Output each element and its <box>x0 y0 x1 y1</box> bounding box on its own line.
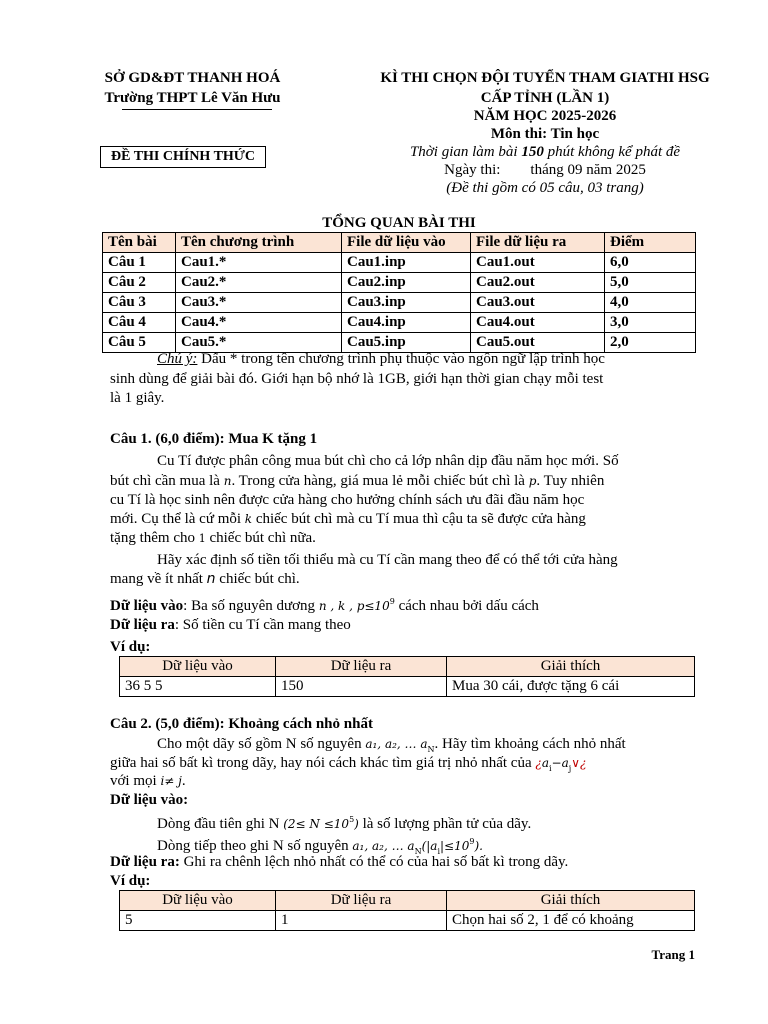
table-cell: Cau5.* <box>176 333 342 353</box>
table-cell: 5,0 <box>605 273 696 293</box>
table-header: Dữ liệu vào <box>120 657 276 677</box>
table-header: Dữ liệu ra <box>276 657 447 677</box>
q1-para1-line4: mới. Cụ thể là cứ mỗi k chiếc bút chì mà cu Tí mua thì cậu ta sẽ được cửa hàng <box>110 511 586 527</box>
table-header: Điểm <box>605 233 696 253</box>
exam-date: Ngày thi: tháng 09 năm 2025 <box>444 162 646 178</box>
table-cell: Cau1.out <box>471 253 605 273</box>
table-header-row <box>120 657 695 677</box>
q1-example-label: Ví dụ: <box>110 639 151 655</box>
table-cell: Cau2.* <box>176 273 342 293</box>
page-number: Trang 1 <box>651 947 695 962</box>
page-count: (Đề thi gồm có 05 câu, 03 trang) <box>446 180 644 196</box>
table-cell: Chọn hai số 2, 1 để có khoảng <box>447 911 695 931</box>
table-header: Giải thích <box>447 891 695 911</box>
table-cell: 36 5 5 <box>120 677 276 697</box>
table-cell: 2,0 <box>605 333 696 353</box>
table-cell: Câu 4 <box>103 313 176 333</box>
table-cell: Cau4.out <box>471 313 605 333</box>
table-row <box>103 253 696 273</box>
table-cell: Cau3.* <box>176 293 342 313</box>
table-header: Giải thích <box>447 657 695 677</box>
q1-para2-line1: Hãy xác định số tiền tối thiểu mà cu Tí cần mang theo để có thể tới cửa hàng <box>157 552 618 568</box>
table-cell: Câu 2 <box>103 273 176 293</box>
school-name: Trường THPT Lê Văn Hưu <box>104 90 281 106</box>
table-header: File dữ liệu vào <box>342 233 471 253</box>
table-header-row <box>120 891 695 911</box>
table-cell: Cau5.inp <box>342 333 471 353</box>
school-year: NĂM HỌC 2025-2026 <box>473 108 617 124</box>
q1-output: Dữ liệu ra: Số tiền cu Tí cần mang theo <box>110 617 351 633</box>
table-cell: 4,0 <box>605 293 696 313</box>
table-row <box>120 911 695 931</box>
q2-para-line3: với mọi i≠ j. <box>110 773 186 789</box>
q1-para1-line3: cu Tí là học sinh nên được cửa hàng cho hưởng chính sách ưu đãi đầu năm học <box>110 492 585 508</box>
table-cell: Câu 1 <box>103 253 176 273</box>
table-cell: Cau3.inp <box>342 293 471 313</box>
table-cell: Cau5.out <box>471 333 605 353</box>
table-cell: 6,0 <box>605 253 696 273</box>
table-cell: Mua 30 cái, được tặng 6 cái <box>447 677 695 697</box>
header-underline <box>122 109 272 110</box>
table-header: Dữ liệu ra <box>276 891 447 911</box>
table-cell: Cau4.inp <box>342 313 471 333</box>
subject: Môn thi: Tin học <box>490 126 600 142</box>
table-header: File dữ liệu ra <box>471 233 605 253</box>
exam-title-1: KÌ THI CHỌN ĐỘI TUYỂN THAM GIATHI HSG <box>380 70 710 86</box>
note-line-3: là 1 giây. <box>110 390 165 406</box>
q1-title: Câu 1. (6,0 điểm): Mua K tặng 1 <box>110 431 318 447</box>
table-cell: Cau2.out <box>471 273 605 293</box>
q2-title: Câu 2. (5,0 điểm): Khoảng cách nhỏ nhất <box>110 716 373 732</box>
table-row <box>103 273 696 293</box>
table-header: Tên bài <box>103 233 176 253</box>
note-line-1: Chú ý: Dấu * trong tên chương trình phụ thuộc vào ngôn ngữ lập trình học <box>157 351 605 367</box>
table-row <box>103 313 696 333</box>
q2-input-label: Dữ liệu vào: <box>110 792 189 808</box>
table-row <box>120 677 695 697</box>
dept-name: SỞ GD&ĐT THANH HOÁ <box>104 70 281 86</box>
overview-table <box>102 232 696 353</box>
official-badge: ĐỀ THI CHÍNH THỨC <box>100 146 266 168</box>
q1-para1-line1: Cu Tí được phân công mua bút chì cho cả lớp nhân dịp đầu năm học mới. Số <box>157 453 619 469</box>
table-header: Tên chương trình <box>176 233 342 253</box>
overview-title: TỔNG QUAN BÀI THI <box>322 215 476 231</box>
q1-input: Dữ liệu vào: Ba số nguyên dương n , k , $p\le 10^9$ cách nhau bởi dấu cách <box>110 597 539 614</box>
q2-para-line2: giữa hai số bất kì trong dãy, hay nói cách khác tìm giá trị nhỏ nhất của ¿$a_i-a_j\vee¿$ <box>110 755 587 773</box>
table-cell: 1 <box>276 911 447 931</box>
q1-example-table <box>119 656 695 697</box>
table-cell: Cau1.inp <box>342 253 471 273</box>
q2-example-label: Ví dụ: <box>110 873 151 889</box>
table-header: Dữ liệu vào <box>120 891 276 911</box>
table-cell: Cau4.* <box>176 313 342 333</box>
q2-input-line1: Dòng đầu tiên ghi N $(2\le N \le 10^5)$ là số lượng phần tử của dãy. <box>157 815 532 832</box>
table-cell: Cau3.out <box>471 293 605 313</box>
exam-title-2: CẤP TỈNH (LẦN 1) <box>480 90 610 106</box>
q1-para1-line5: tặng thêm cho 1 chiếc bút chì nữa. <box>110 530 316 546</box>
q1-para1-line2: bút chì cần mua là n. Trong cửa hàng, giá mua lẻ mỗi chiếc bút chì là p. Tuy nhiên <box>110 473 605 489</box>
table-cell: Cau2.inp <box>342 273 471 293</box>
table-cell: Câu 3 <box>103 293 176 313</box>
q2-output: Dữ liệu ra: Ghi ra chênh lệch nhỏ nhất có thể có của hai số bất kì trong dãy. <box>110 854 569 870</box>
q1-para2-line2: mang về ít nhất n chiếc bút chì. <box>110 571 300 587</box>
table-row <box>103 293 696 313</box>
table-header-row <box>103 233 696 253</box>
q2-input-line2: Dòng tiếp theo ghi N số nguyên a₁, a₂, … $a_N(|a_i|\le 10^9)$. <box>157 837 483 856</box>
q2-para-line1: Cho một dãy số gồm N số nguyên a₁, a₂, … $a_N$. Hãy tìm khoảng cách nhỏ nhất <box>157 736 626 754</box>
table-cell: Câu 5 <box>103 333 176 353</box>
table-cell: 5 <box>120 911 276 931</box>
table-cell: Cau1.* <box>176 253 342 273</box>
q2-example-table <box>119 890 695 931</box>
time-limit: Thời gian làm bài 150 phút không kể phát đề <box>409 144 681 160</box>
table-cell: 3,0 <box>605 313 696 333</box>
note-line-2: sinh dùng để giải bài đó. Giới hạn bộ nhớ là 1GB, giới hạn thời gian chạy mỗi test <box>110 371 604 387</box>
table-cell: 150 <box>276 677 447 697</box>
